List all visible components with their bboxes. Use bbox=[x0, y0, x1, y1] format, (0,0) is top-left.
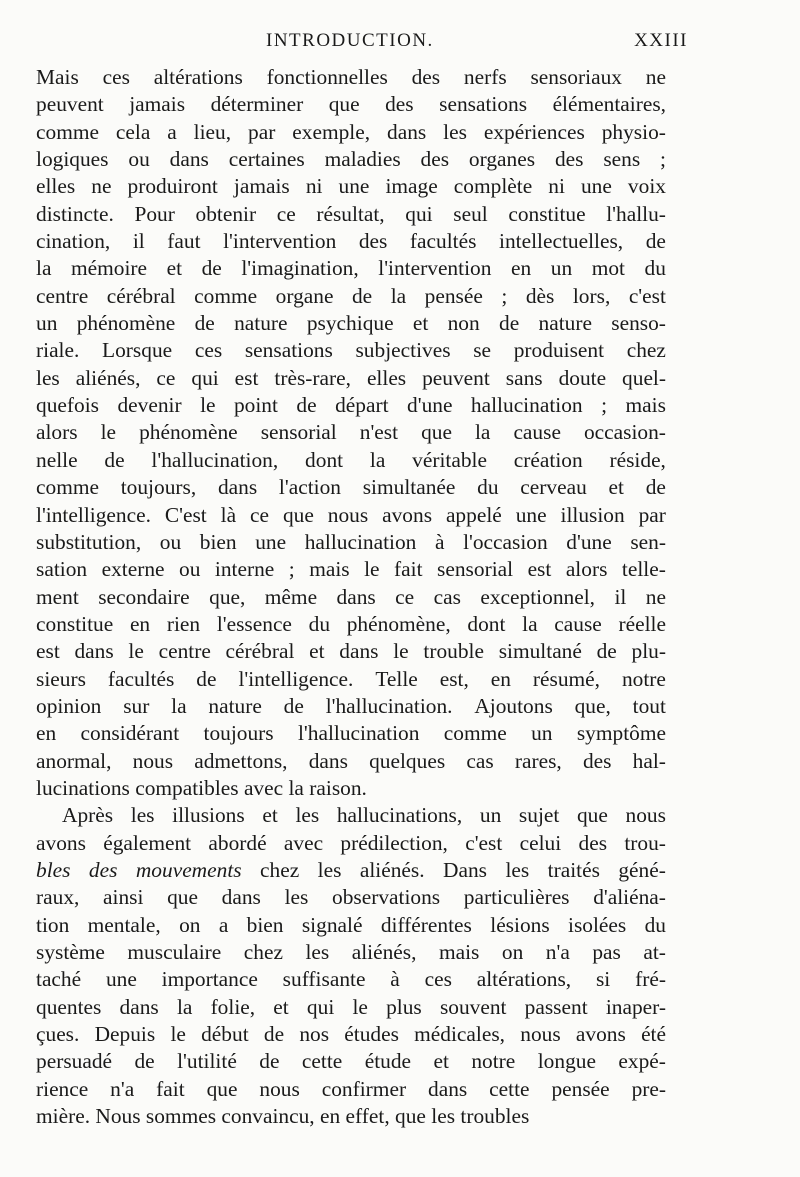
text-line: substitution, ou bien une hallucination à l'occasion d'une sen- bbox=[36, 529, 666, 554]
body-text bbox=[36, 64, 666, 1130]
text-line: comme cela a lieu, par exemple, dans les expériences physio- bbox=[36, 119, 666, 144]
text-line: anormal, nous admettons, dans quelques cas rares, des hal- bbox=[36, 748, 666, 773]
text-line: tion mentale, on a bien signalé différentes lésions isolées du bbox=[36, 912, 666, 937]
running-title: INTRODUCTION. bbox=[266, 30, 434, 51]
text-line: cination, il faut l'intervention des facultés intellectuelles, de bbox=[36, 229, 666, 254]
text-line: les aliénés, ce qui est très-rare, elles peuvent sans doute quel- bbox=[36, 365, 666, 390]
text-line: elles ne produiront jamais ni une image complète ni une voix bbox=[36, 174, 666, 199]
text-line: sieurs facultés de l'intelligence. Telle est, en résumé, notre bbox=[36, 666, 666, 691]
text-line: distincte. Pour obtenir ce résultat, qui seul constitue l'hallu- bbox=[36, 201, 666, 226]
text-line: raux, ainsi que dans les observations particulières d'aliéna- bbox=[36, 885, 666, 910]
text-line: Mais ces altérations fonctionnelles des nerfs sensoriaux ne bbox=[36, 65, 666, 89]
text-line: nelle de l'hallucination, dont la véritable création réside, bbox=[36, 447, 666, 472]
text-line: lucinations compatibles avec la raison. bbox=[36, 775, 367, 800]
text-line: bles des mouvements chez les aliénés. Dans les traités géné- bbox=[36, 857, 666, 882]
text-line: taché une importance suffisante à ces altérations, si fré- bbox=[36, 967, 666, 992]
text-line: rience n'a fait que nous confirmer dans cette pensée pre- bbox=[36, 1076, 666, 1101]
text-line: un phénomène de nature psychique et non de nature senso- bbox=[36, 311, 666, 336]
text-line: Après les illusions et les hallucinations, un sujet que nous bbox=[62, 803, 666, 828]
text-line: sation externe ou interne ; mais le fait sensorial est alors telle- bbox=[36, 557, 666, 582]
page-number: XXIII bbox=[634, 30, 688, 51]
text-line: opinion sur la nature de l'hallucination. Ajoutons que, tout bbox=[36, 693, 666, 718]
text-line: système musculaire chez les aliénés, mais on n'a pas at- bbox=[36, 940, 666, 964]
text-line: riale. Lorsque ces sensations subjectives se produisent chez bbox=[36, 338, 666, 363]
text-line: mière. Nous sommes convaincu, en effet, que les troubles bbox=[36, 1104, 530, 1129]
text-line: avons également abordé avec prédilection, c'est celui des trou- bbox=[36, 830, 666, 855]
text-line: en considérant toujours l'hallucination comme un symptôme bbox=[36, 721, 666, 746]
text-line: la mémoire et de l'imagination, l'intervention en un mot du bbox=[36, 256, 666, 281]
paragraph bbox=[36, 802, 666, 1130]
paragraph bbox=[36, 64, 666, 802]
text-line: l'intelligence. C'est là ce que nous avons appelé une illusion par bbox=[36, 502, 666, 527]
text-line: peuvent jamais déterminer que des sensations élémentaires, bbox=[36, 92, 666, 117]
text-line: ment secondaire que, même dans ce cas exceptionnel, il ne bbox=[36, 584, 666, 609]
text-line: quefois devenir le point de départ d'une hallucination ; mais bbox=[36, 393, 666, 418]
text-line: alors le phénomène sensorial n'est que la cause occasion- bbox=[36, 420, 666, 445]
text-line: constitue en rien l'essence du phénomène, dont la cause réelle bbox=[36, 611, 666, 636]
text-line: çues. Depuis le début de nos études médicales, nous avons été bbox=[36, 1022, 666, 1047]
page-header bbox=[36, 30, 688, 58]
text-line: est dans le centre cérébral et dans le trouble simultané de plu- bbox=[36, 639, 666, 664]
text-line: logiques ou dans certaines maladies des organes des sens ; bbox=[36, 147, 666, 172]
text-line: centre cérébral comme organe de la pensée ; dès lors, c'est bbox=[36, 283, 666, 308]
text-line: comme toujours, dans l'action simultanée du cerveau et de bbox=[36, 475, 666, 500]
text-line: persuadé de l'utilité de cette étude et notre longue expé- bbox=[36, 1049, 666, 1074]
text-line: quentes dans la folie, et qui le plus souvent passent inaper- bbox=[36, 994, 666, 1019]
